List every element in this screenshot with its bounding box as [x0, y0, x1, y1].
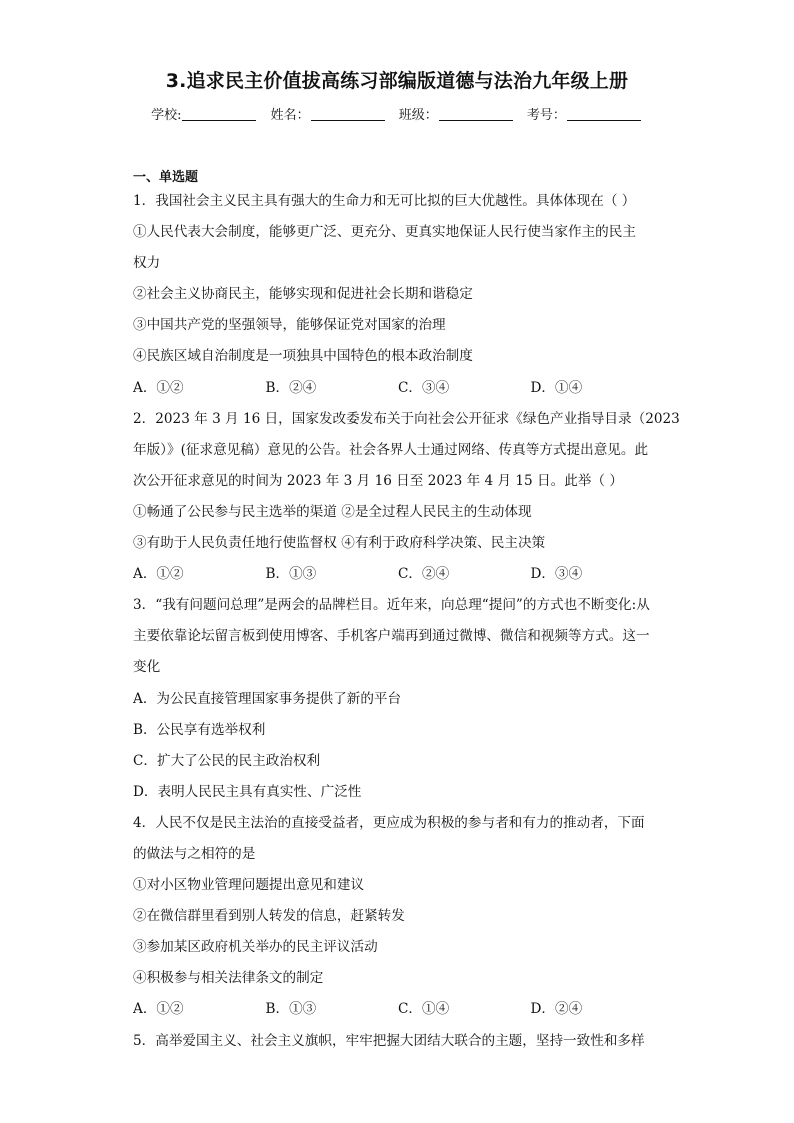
- school-blank[interactable]: [182, 107, 256, 121]
- option-d[interactable]: D．②④: [530, 1001, 583, 1018]
- student-info-line: [0, 104, 794, 123]
- option-d[interactable]: D．③④: [530, 566, 583, 583]
- question-line: 2．2023 年 3 月 16 日，国家发改委发布关于向社会公开征求《绿色产业指导目录（2023: [133, 410, 680, 427]
- option-b[interactable]: B．②④: [265, 379, 317, 396]
- question-line: 变化: [133, 659, 161, 676]
- question: [133, 808, 663, 1026]
- answer-options: [133, 373, 663, 404]
- question-line: ①对小区物业管理问题提出意见和建议: [133, 877, 365, 894]
- question-list: [133, 186, 680, 1057]
- question-line: 权力: [133, 255, 161, 272]
- question-line: 4．人民不仅是民主法治的直接受益者，更应成为积极的参与者和有力的推动者，下面: [133, 814, 645, 831]
- option-d[interactable]: D．表明人民民主具有真实性、广泛性: [133, 783, 362, 800]
- option-b[interactable]: B．公民享有选举权利: [133, 721, 266, 738]
- name-blank[interactable]: [311, 107, 385, 121]
- option-d[interactable]: D．①④: [530, 379, 583, 396]
- option-a[interactable]: A．①②: [133, 379, 184, 396]
- document-title: 3.追求民主价值拔高练习部编版道德与法治九年级上册: [165, 70, 629, 92]
- option-a[interactable]: A．①②: [133, 566, 184, 583]
- question-line: ③中国共产党的坚强领导，能够保证党对国家的治理: [133, 317, 446, 334]
- option-a[interactable]: A．为公民直接管理国家事务提供了新的平台: [133, 690, 402, 707]
- option-c[interactable]: C．①④: [398, 1001, 450, 1018]
- question-line: 年版）》(征求意见稿）意见的公告。社会各界人士通过网络、传真等方式提出意见。此: [133, 441, 649, 458]
- exam-number-blank[interactable]: [567, 107, 641, 121]
- option-c[interactable]: C．②④: [398, 566, 450, 583]
- question-line: ③参加某区政府机关举办的民主评议活动: [133, 939, 378, 956]
- question: [133, 186, 663, 404]
- option-b[interactable]: B．①③: [265, 566, 317, 583]
- question-line: ②社会主义协商民主，能够实现和促进社会长期和谐稳定: [133, 286, 473, 303]
- option-a[interactable]: A．①②: [133, 1001, 184, 1018]
- section-heading: 一、单选题: [133, 170, 199, 185]
- question-line: 的做法与之相符的是: [133, 845, 256, 862]
- answer-options: [133, 994, 663, 1025]
- question: [133, 1026, 663, 1057]
- question-line: ③有助于人民负责任地行使监督权 ④有利于政府科学决策、民主决策: [133, 535, 546, 552]
- question-line: ④积极参与相关法律条文的制定: [133, 970, 324, 987]
- question-line: 3．“我有问题问总理”是两会的品牌栏目。近年来，向总理“提问”的方式也不断变化:从: [133, 597, 650, 614]
- class-blank[interactable]: [439, 107, 513, 121]
- info-name: 姓名：: [271, 108, 387, 123]
- option-b[interactable]: B．①③: [265, 1001, 317, 1018]
- question-line: 5．高举爱国主义、社会主义旗帜，牢牢把握大团结大联合的主题，坚持一致性和多样: [133, 1032, 645, 1049]
- option-c[interactable]: C．③④: [398, 379, 450, 396]
- question-line: ①畅通了公民参与民主选举的渠道 ②是全过程人民民主的生动体现: [133, 503, 532, 520]
- info-exam-number: 考号：: [527, 108, 643, 123]
- question-line: ①人民代表大会制度，能够更广泛、更充分、更真实地保证人民行使当家作主的民主: [133, 224, 636, 241]
- question: [133, 404, 680, 591]
- info-class: 班级：: [399, 108, 515, 123]
- question-line: ②在微信群里看到别人转发的信息，赶紧转发: [133, 908, 405, 925]
- option-c[interactable]: C．扩大了公民的民主政治权利: [133, 752, 321, 769]
- question: [133, 590, 663, 808]
- question-line: ④民族区域自治制度是一项独具中国特色的根本政治制度: [133, 348, 473, 365]
- question-line: 主要依靠论坛留言板到使用博客、手机客户端再到通过微博、微信和视频等方式。这一: [133, 628, 650, 645]
- info-school: 学校:: [151, 108, 258, 123]
- question-line: 次公开征求意见的时间为 2023 年 3 月 16 日至 2023 年 4 月 15 日。此举（ ）: [133, 472, 623, 489]
- answer-options: [133, 559, 663, 590]
- question-line: 1．我国社会主义民主具有强大的生命力和无可比拟的巨大优越性。具体体现在（ ）: [133, 193, 636, 209]
